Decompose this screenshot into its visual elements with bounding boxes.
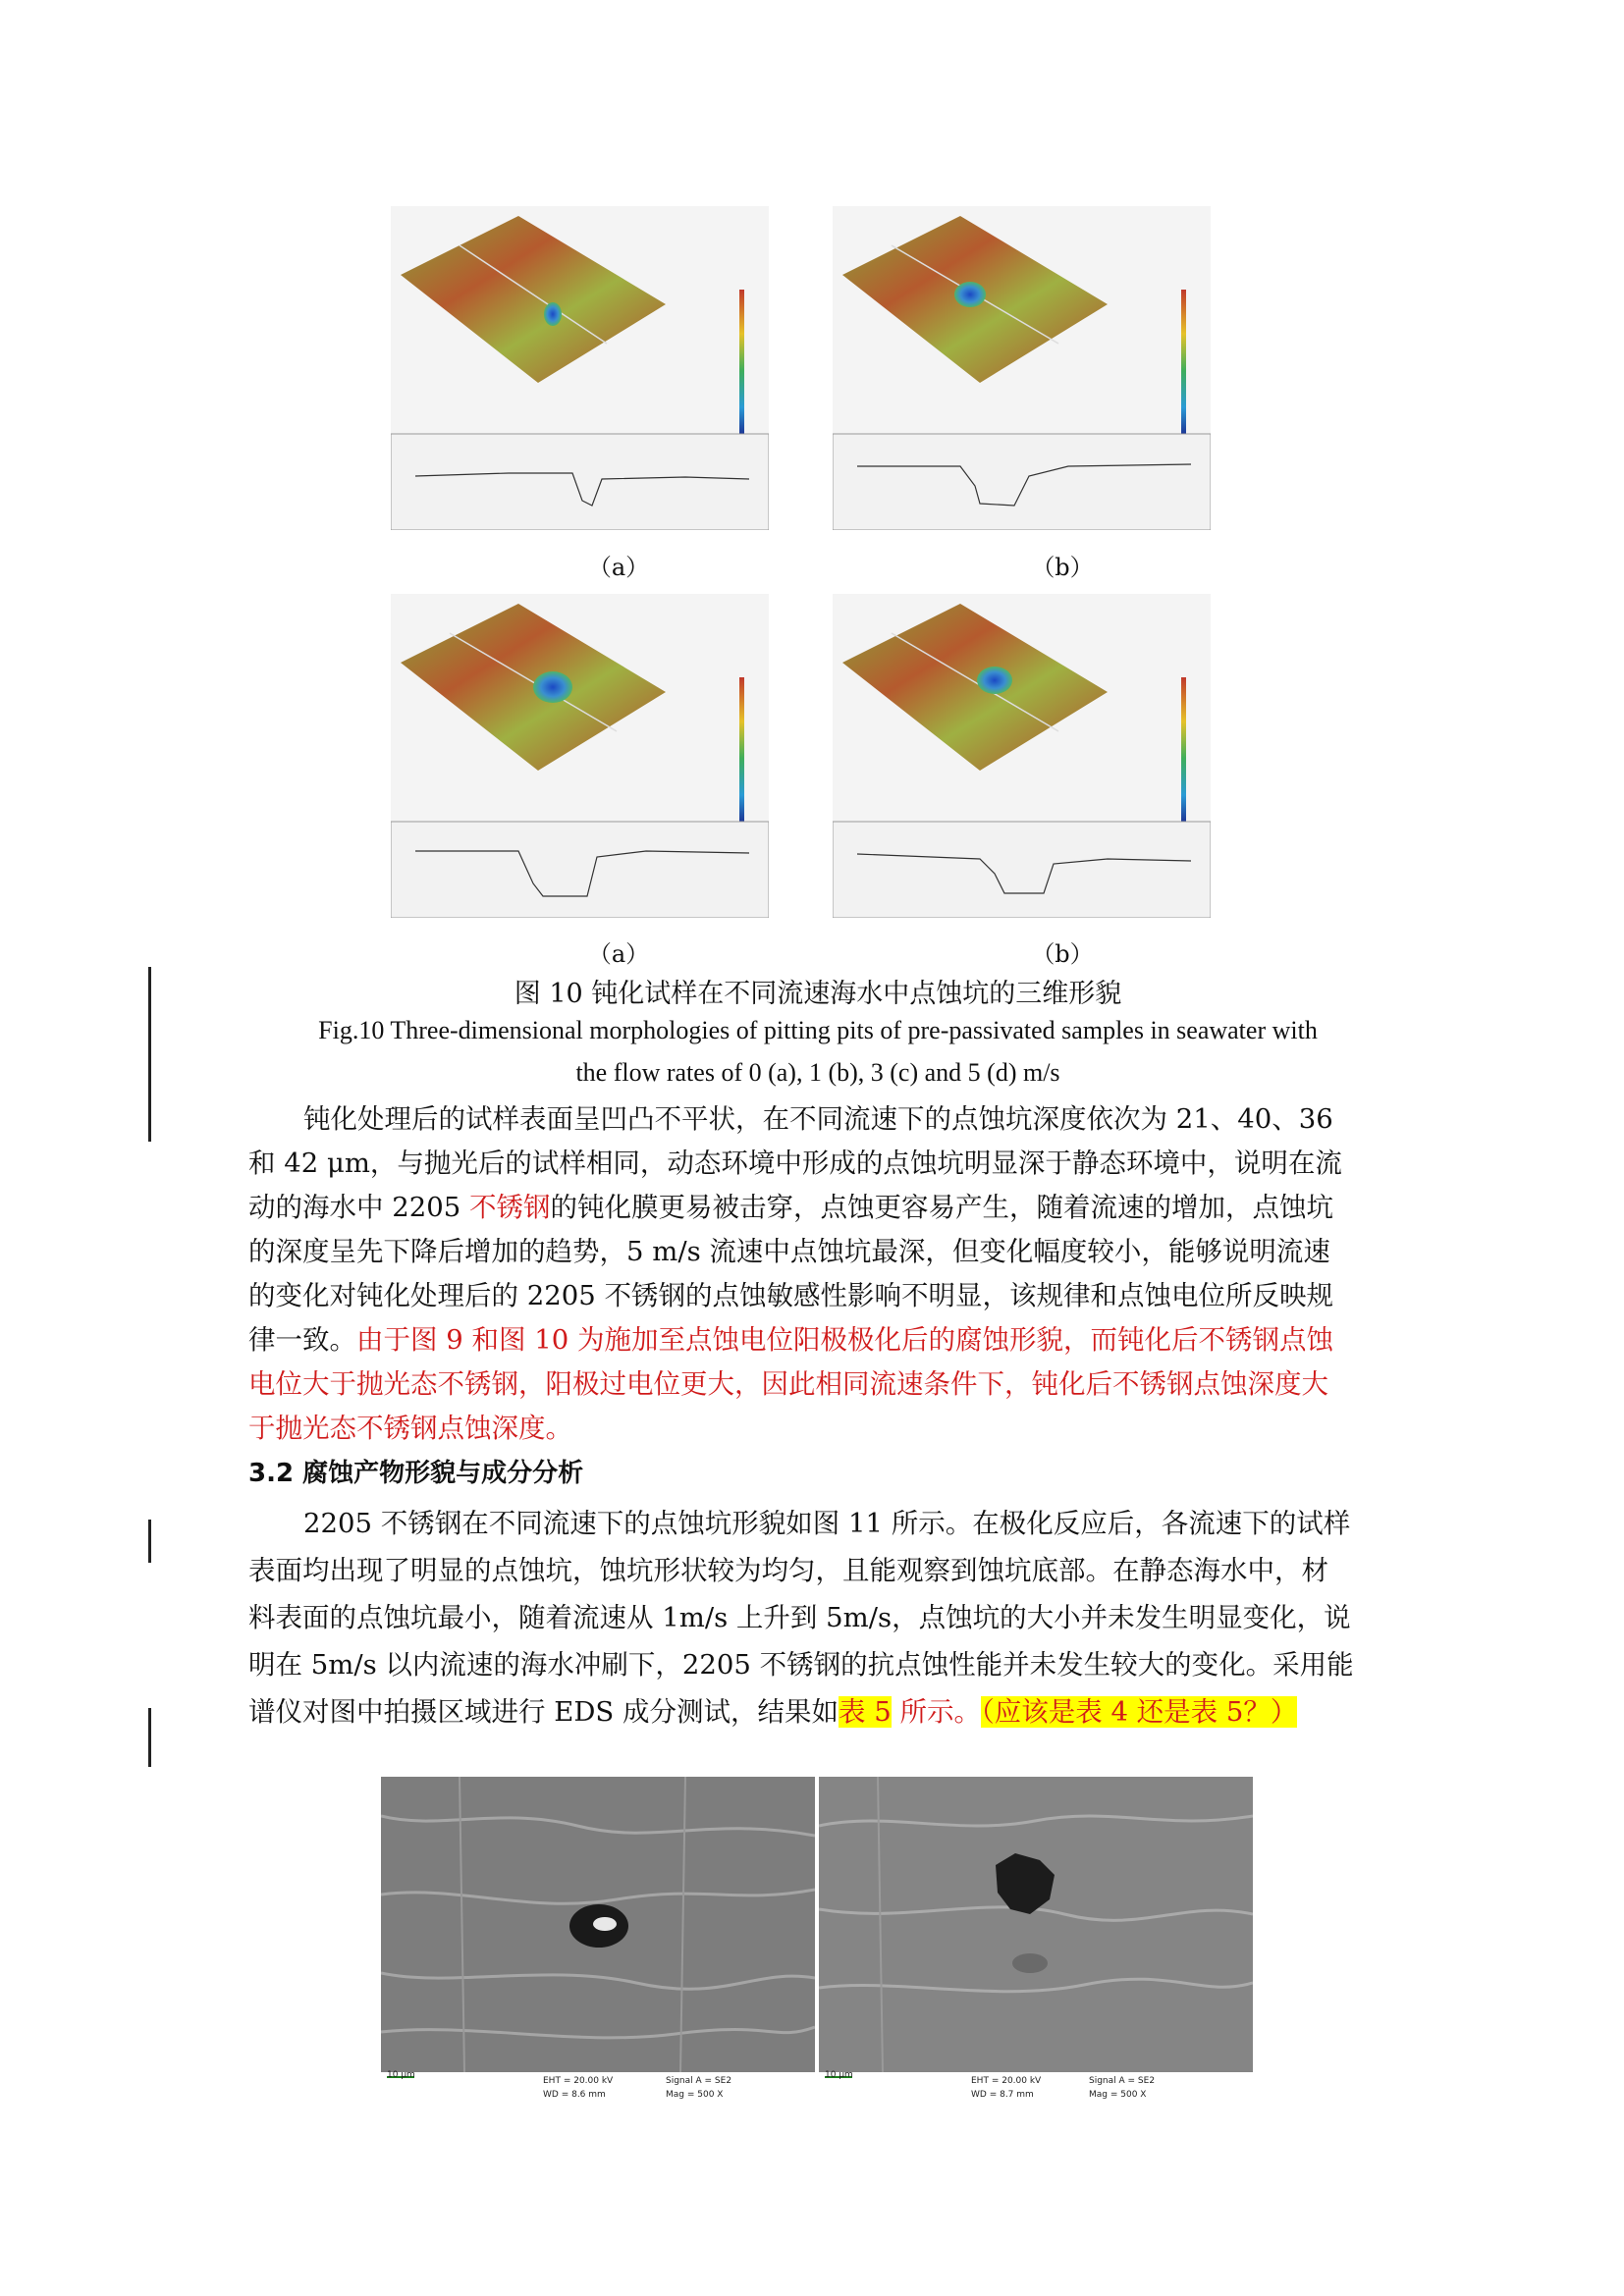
surface-3d-plot: [833, 594, 1211, 918]
sem-micrograph: [819, 1777, 1253, 2072]
eht-label: EHT = 20.00 kV: [543, 2076, 614, 2086]
para1-line: 的变化对钝化处理后的 2205 不锈钢的点蚀敏感性影响不明显，该规律和点蚀电位所反映规: [248, 1280, 1333, 1311]
sem-image-right: [819, 1777, 1253, 2106]
fig10-sublabel-a-top: （a）: [587, 554, 650, 581]
fig10-caption-en-line2: the flow rates of 0 (a), 1 (b), 3 (c) and 5 (d) m/s: [575, 1058, 1060, 1087]
revision-bar: [148, 967, 151, 1142]
para2-line: 谱仪对图中拍摄区域进行 EDS 成分测试，结果如表 5 所示。（应该是表 4 还是表 5？）: [248, 1696, 1298, 1728]
signal-label: Signal A = SE2: [1089, 2076, 1156, 2086]
para1-line: 钝化处理后的试样表面呈凹凸不平状，在不同流速下的点蚀坑深度依次为 21、40、36: [303, 1103, 1333, 1135]
surface-3d-plot: [833, 206, 1211, 530]
para1-line: 动的海水中 2205 不锈钢的钝化膜更易被击穿，点蚀更容易产生，随着流速的增加，点蚀坑: [248, 1192, 1333, 1223]
mag-label: Mag = 500 X: [1089, 2090, 1147, 2100]
scale-label: 10 μm: [387, 2070, 415, 2080]
para2-line: 明在 5m/s 以内流速的海水冲刷下，2205 不锈钢的抗点蚀性能并未发生较大的变化。采用能: [248, 1649, 1354, 1681]
para2-line: 料表面的点蚀坑最小，随着流速从 1m/s 上升到 5m/s，点蚀坑的大小并未发生明显变化，说: [248, 1602, 1351, 1633]
sem-micrograph: [381, 1777, 815, 2072]
revision-bar: [148, 1520, 151, 1563]
fig10-caption-zh: 图 10 钝化试样在不同流速海水中点蚀坑的三维形貌: [514, 979, 1122, 1009]
paragraph-1: [248, 1097, 1387, 1451]
fig10-panel-b-top: [833, 206, 1211, 530]
section-heading: 3.2 腐蚀产物形貌与成分分析: [248, 1459, 584, 1488]
scale-label: 10 μm: [825, 2070, 853, 2080]
para1-line: 于抛光态不锈钢点蚀深度。: [248, 1413, 572, 1444]
sem-info-bar: [819, 2072, 1253, 2106]
para2-line: 2205 不锈钢在不同流速下的点蚀坑形貌如图 11 所示。在极化反应后，各流速下的试样: [303, 1508, 1351, 1539]
sem-info-bar: [381, 2072, 815, 2106]
para1-line: 和 42 μm，与抛光后的试样相同，动态环境中形成的点蚀坑明显深于静态环境中，说明在流: [248, 1148, 1342, 1179]
table-reference-link[interactable]: 表 5: [838, 1696, 892, 1728]
surface-3d-plot: [391, 206, 769, 530]
fig10-sublabel-a-bottom: （a）: [587, 940, 650, 968]
para1-line: 律一致。由于图 9 和图 10 为施加至点蚀电位阳极极化后的腐蚀形貌，而钝化后不锈钢点蚀: [248, 1324, 1333, 1356]
paragraph-2: [248, 1500, 1387, 1735]
fig10-sublabel-b-bottom: （b）: [1031, 940, 1094, 968]
sem-image-left: [381, 1777, 815, 2106]
fig10-caption-en-line1: Fig.10 Three-dimensional morphologies of pitting pits of pre-passivated samples in seawater with: [318, 1016, 1318, 1044]
fig10-sublabel-b-top: （b）: [1031, 554, 1094, 581]
eht-label: EHT = 20.00 kV: [971, 2076, 1042, 2086]
para2-line: 表面均出现了明显的点蚀坑，蚀坑形状较为均匀，且能观察到蚀坑底部。在静态海水中，材: [248, 1555, 1328, 1586]
review-comment: （应该是表 4 还是表 5？）: [980, 1696, 1298, 1728]
fig10-panel-a-top: [391, 206, 769, 530]
mag-label: Mag = 500 X: [666, 2090, 724, 2100]
signal-label: Signal A = SE2: [666, 2076, 732, 2086]
wd-label: WD = 8.7 mm: [971, 2090, 1034, 2100]
fig10-panel-d: [833, 594, 1211, 918]
para1-line: 的深度呈先下降后增加的趋势，5 m/s 流速中点蚀坑最深，但变化幅度较小，能够说明流速: [248, 1236, 1330, 1267]
para1-line: 电位大于抛光态不锈钢，阳极过电位更大，因此相同流速条件下，钝化后不锈钢点蚀深度大: [248, 1368, 1328, 1400]
revision-bar: [148, 1708, 151, 1767]
fig10-panel-c: [391, 594, 769, 918]
surface-3d-plot: [391, 594, 769, 918]
wd-label: WD = 8.6 mm: [543, 2090, 606, 2100]
